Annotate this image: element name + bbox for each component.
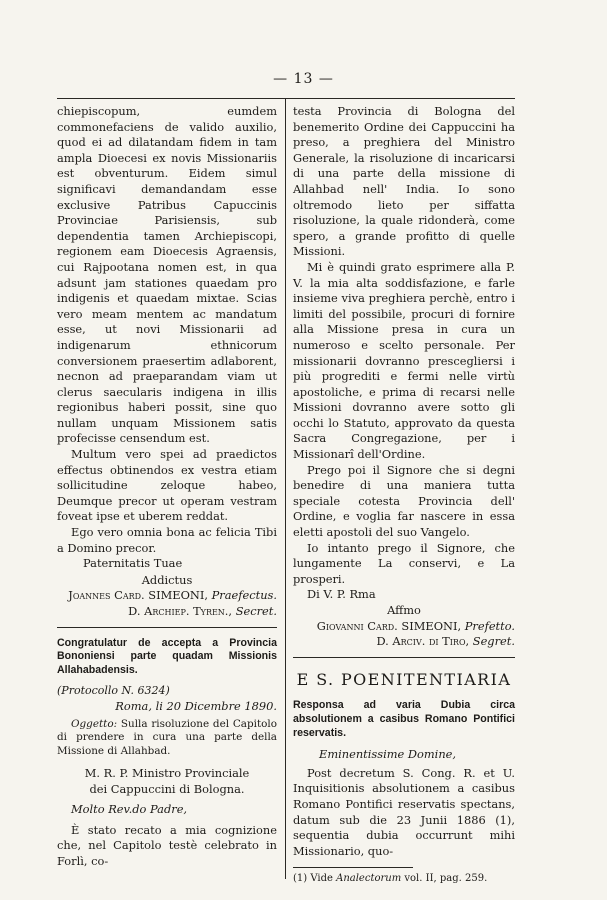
addictus-label: Addictus xyxy=(141,572,193,587)
column-divider xyxy=(285,99,286,879)
left-paragraph-1: chiepiscopum, eumdem commonefaciens de valido auxilio, quod ei ad dilatandam fidem in tam ampla Dioecesi ex novis Missionariis est obventurum. Eidem simul significavi demandandam esse exclusive Patribus Capuccinis Provinciae Parisiensis, sub dependentia tamen Archiepiscopi, regionem eam Dioecesis Agraensis, cui Rajpootana nomen est, in qua adsunt jam stationes quaedam pro indigenis et quaedam mixtae. Scias vero meam mentem ac mandatum esse, ut novi Missionarii ad indigenarum ethnicorum conversionem praesertim adlaborent, necnon ad praeparandam viam ut clerus saecularis indigena in illis regionibus haberi possit, sine quo nullam unquam Missionem satis profecisse censendum est. xyxy=(57,104,277,446)
signature-secretary-name: D. Archiep. Tyren., xyxy=(128,604,233,618)
addressee-line-1: M. R. P. Ministro Provinciale xyxy=(84,765,250,780)
section-heading-congratulatur: Congratulatur de accepta a Provincia Bononiensi parte quadam Missionis Allahabadensis. xyxy=(57,636,277,676)
signature-segretario-title: Segret. xyxy=(472,634,515,649)
letter-body-start: È stato recato a mia cognizione che, nel Capitolo testè celebrato in Forlì, co- xyxy=(57,822,277,868)
salutation-padre: Molto Rev.do Padre, xyxy=(71,802,188,817)
oggetto-text: Sulla risoluzione del Capitolo di prendere in cura una parte della Missione di Allahbad. xyxy=(57,717,277,758)
header-rule xyxy=(57,98,515,99)
left-paragraph-3: Ego vero omnia bona ac felicia Tibi a Domino precor. xyxy=(57,525,277,555)
section-heading-responsa: Responsa ad varia Dubia circa absolutionem a casibus Romano Pontifici reservatis. xyxy=(293,699,515,739)
salutation-eminentissime: Eminentissime Domine, xyxy=(319,747,457,762)
footnote-mark: (1) Vide xyxy=(293,873,333,885)
footnote-rest: vol. II, pag. 259. xyxy=(404,873,488,885)
right-column xyxy=(293,104,515,885)
responsa-body: Post decretum S. Cong. R. et U. Inquisitionis absolutionem a casibus Romano Pontifici reservatis spectans, datum sub die 23 Junii 1886 (1), sequentia dubia occurrunt mihi Missionario, quo- xyxy=(293,765,515,858)
signature-prefect-title: Praefectus. xyxy=(211,588,277,603)
letter-date: Roma, li 20 Dicembre 1890. xyxy=(115,698,277,713)
right-paragraph-2: Mi è quindi grato esprimere alla P. V. la mia alta soddisfazione, e farle insieme viva preghiera perchè, entro i limiti del possibile, procuri di fornire alla Missione presa in cura un numeroso e scelto personale. Per missionarii dovranno prescegliersi i più progrediti e fermi nelle virtù apostoliche, e prima di recarsi nelle Missioni dovranno avere sotto gli occhi lo Statuto, approvato da questa Sacra Congregazione, per i Missionarî dell'Ordine. xyxy=(293,259,515,462)
signature-segretario-name: D. Arciv. di Tiro, xyxy=(376,634,470,649)
signature-prefetto-name: Giovanni Card. SIMEONI, xyxy=(316,618,462,633)
signature-prefetto-title: Prefetto. xyxy=(464,618,515,633)
oggetto-label: Oggetto: xyxy=(71,717,118,730)
right-paragraph-1: testa Provincia di Bologna del benemerito Ordine dei Cappuccini ha preso, a preghiera del Ministro Generale, la risoluzione di incaricarsi di una parte della missione di Allahbad nell' India. Io sono oltremodo lieto per siffatta risoluzione, la quale ridonderà, come spero, a grande profitto di quelle Missioni. xyxy=(293,104,515,259)
addressee-line-2: dei Cappuccini di Bologna. xyxy=(89,781,245,796)
closing-formula: Paternitatis Tuae xyxy=(83,556,183,571)
big-heading-poenitentiaria: E S. POENITENTIARIA xyxy=(296,669,512,689)
left-paragraph-2: Multum vero spei ad praedictos effectus obtinendos ex vestra etiam sollicitudine zeloque habeo, Deumque precor ut operam vestram foveat ipse et uberem reddat. xyxy=(57,447,277,524)
page-number: — 13 — xyxy=(273,71,334,87)
signature-prefetto xyxy=(293,619,515,635)
section-divider xyxy=(57,627,277,628)
footnote-rule xyxy=(293,867,413,868)
signature-segretario xyxy=(293,634,515,650)
footnote-italic: Analectorum xyxy=(336,873,402,885)
signature-secretary-title: Secret. xyxy=(235,604,277,618)
affmo-label: Affmo xyxy=(387,603,421,617)
signature-secretary xyxy=(57,604,277,620)
section-divider-right xyxy=(293,657,515,658)
oggetto-line xyxy=(57,718,277,759)
signature-prefect-name: Joannes Card. SIMEONI, xyxy=(68,588,209,603)
signature-prefect xyxy=(57,588,277,604)
right-paragraph-4: Io intanto prego il Signore, che lungamente La conservi, e La prosperi. xyxy=(293,540,515,586)
footnote xyxy=(293,872,515,885)
closing-formula-right: Di V. P. Rma xyxy=(307,587,376,602)
left-column xyxy=(57,104,277,870)
protocol-number: (Protocollo N. 6324) xyxy=(57,684,170,698)
right-paragraph-3: Prego poi il Signore che si degni benedire di una maniera tutta speciale cotesta Provincia dell' Ordine, e voglia far nascere in essa eletti apostoli del suo Vangelo. xyxy=(293,462,515,540)
